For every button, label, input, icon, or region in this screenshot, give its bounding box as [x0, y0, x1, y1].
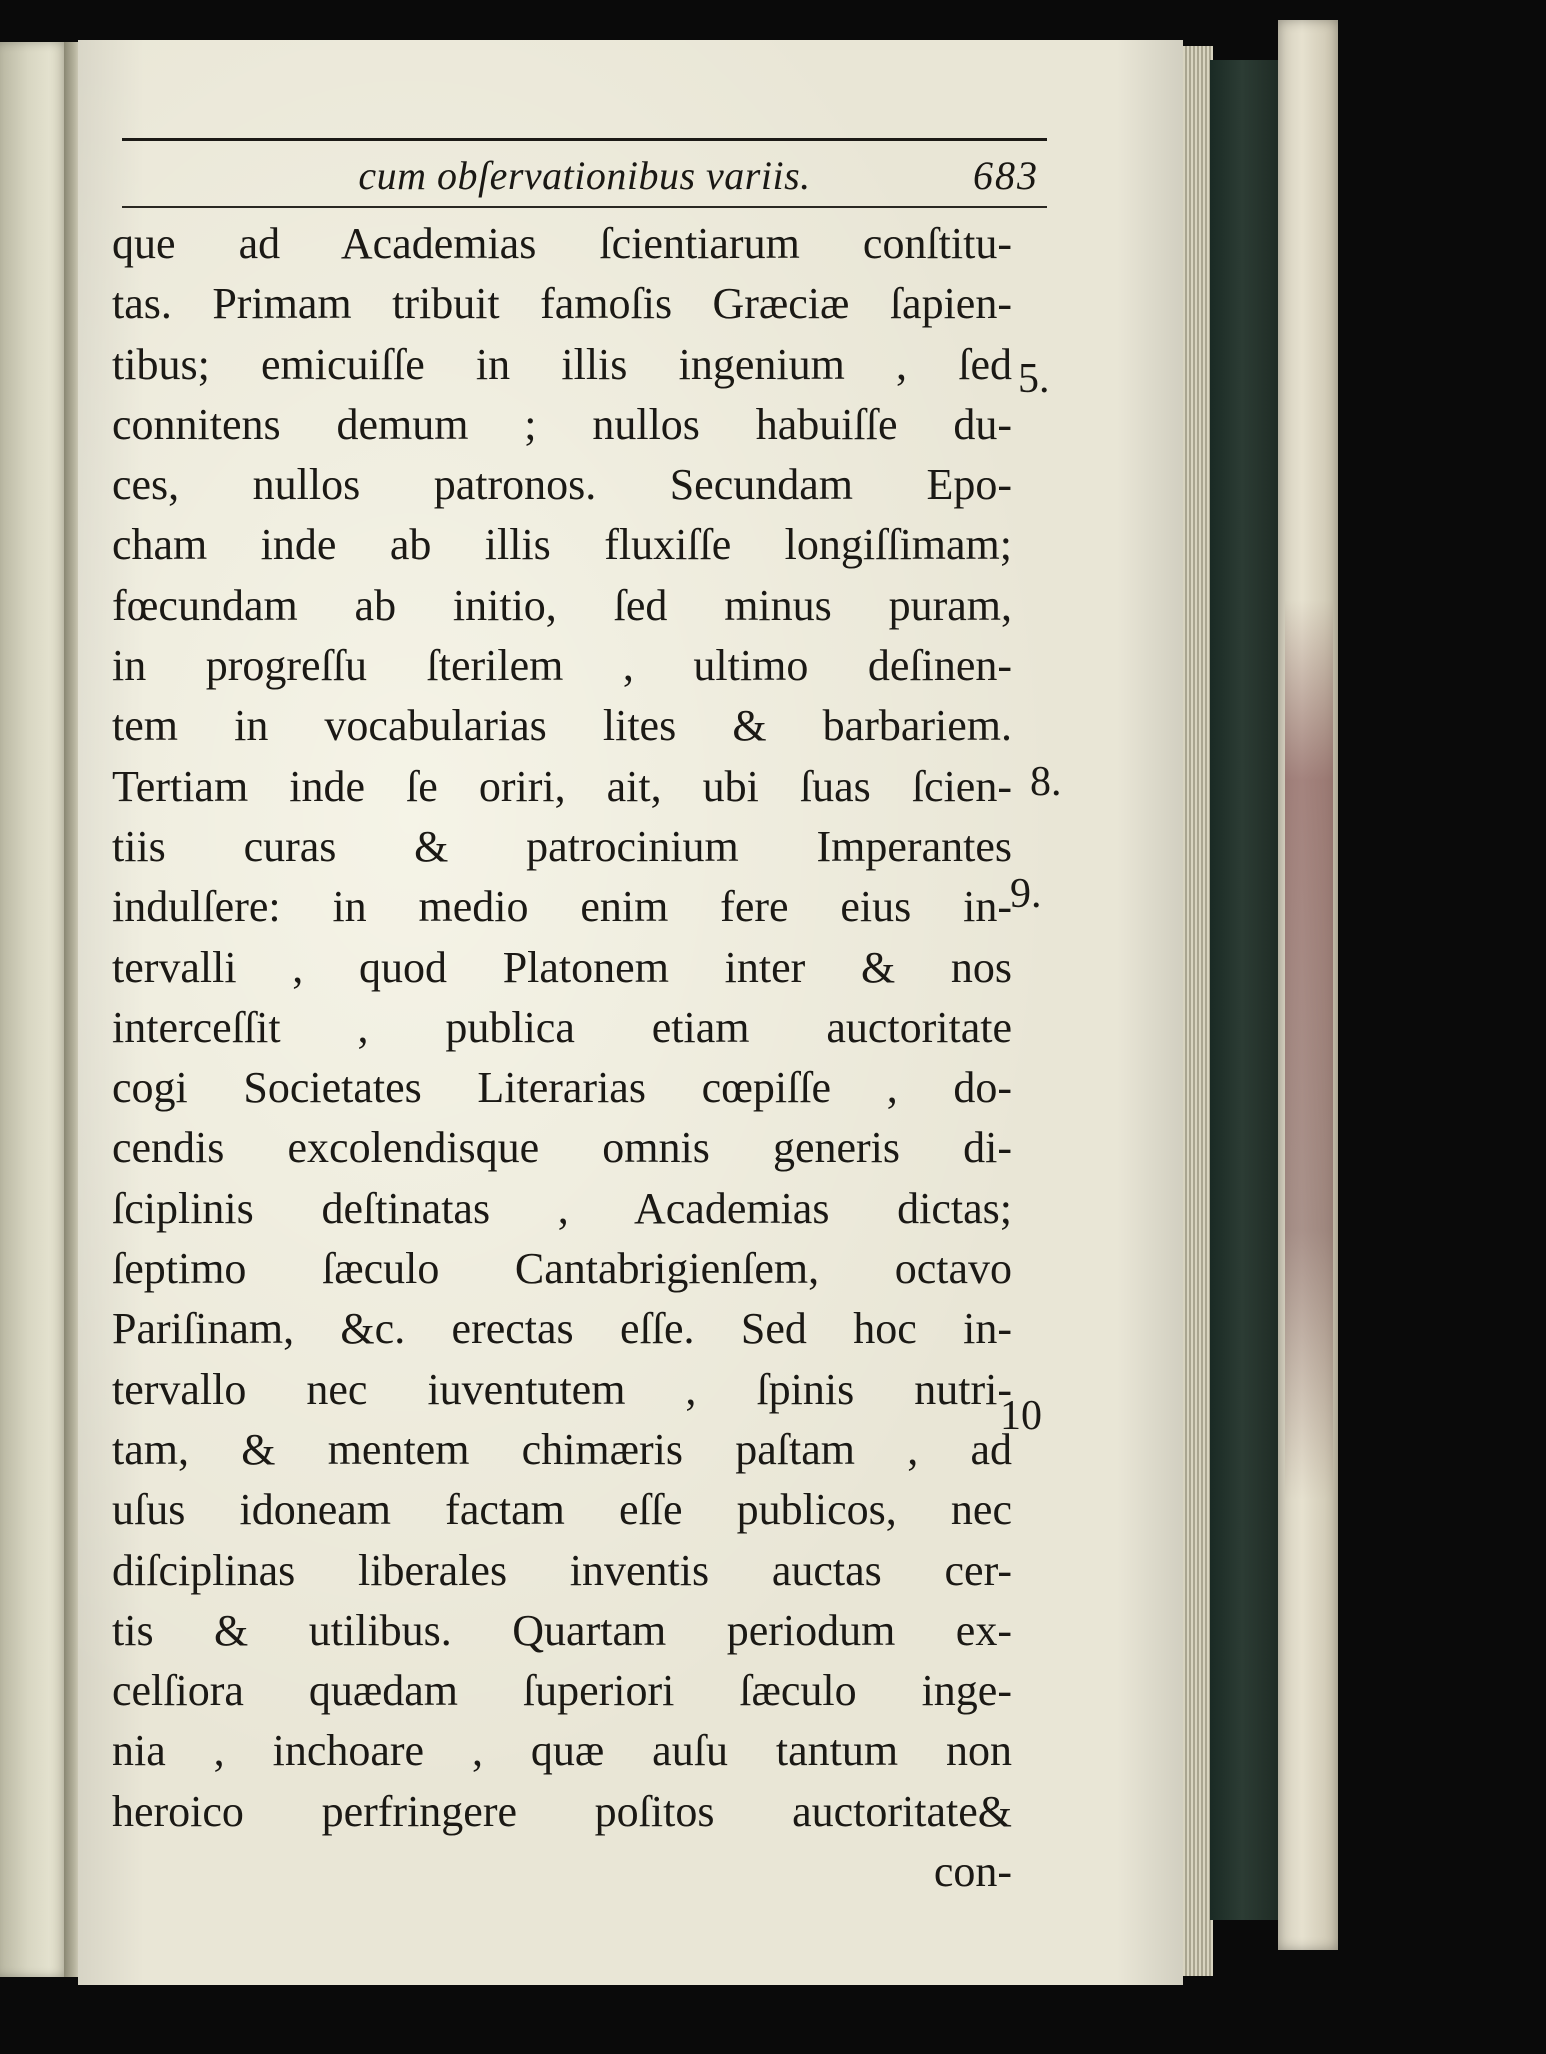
text-line: indulſere: in medio enim fere eius in-	[112, 882, 1012, 932]
margin-note: 8.	[1030, 759, 1062, 805]
text-line: tem in vocabularias lites & barbariem.	[112, 701, 1012, 751]
previous-page-edge	[0, 42, 70, 1977]
text-line: tervalli , quod Platonem inter & nos	[112, 942, 1012, 992]
text-line: tibus; emicuiſſe in illis ingenium , ſed	[112, 339, 1012, 389]
text-line: cham inde ab illis fluxiſſe longiſſimam;	[112, 520, 1012, 570]
text-line: tis & utilibus. Quartam periodum ex-	[112, 1605, 1012, 1655]
text-line: que ad Academias ſcientiarum conſtitu-	[112, 219, 1012, 268]
text-line: uſus idoneam factam eſſe publicos, nec	[112, 1485, 1012, 1535]
header-rule-bottom	[122, 206, 1047, 208]
text-line: tas. Primam tribuit famoſis Græciæ ſapien-	[112, 279, 1012, 329]
text-line: Pariſinam, &c. erectas eſſe. Sed hoc in-	[112, 1304, 1012, 1354]
margin-note: 10	[1000, 1393, 1042, 1439]
text-line: ces, nullos patronos. Secundam Epo-	[112, 460, 1012, 510]
text-line: nia , inchoare , quæ auſu tantum non	[112, 1726, 1012, 1776]
board-stain	[1285, 600, 1333, 1500]
text-line: interceſſit , publica etiam auctoritate	[112, 1002, 1012, 1052]
text-line: fœcundam ab initio, ſed minus puram,	[112, 580, 1012, 630]
catchword: con-	[933, 1847, 1012, 1897]
text-line: heroico perfringere poſitos auctoritate&	[112, 1786, 1012, 1836]
text-line: in progreſſu ſterilem , ultimo deſinen-	[112, 641, 1012, 691]
text-line: celſiora quædam ſuperiori ſæculo inge-	[112, 1666, 1012, 1716]
text-line: tiis curas & patrocinium Imperantes	[112, 821, 1012, 871]
page-fore-edge	[1183, 46, 1213, 1976]
text-line: diſciplinas liberales inventis auctas cer-	[112, 1545, 1012, 1595]
margin-note: 5.	[1018, 356, 1050, 402]
text-line: Tertiam inde ſe oriri, ait, ubi ſuas ſcien-	[112, 761, 1012, 811]
text-line: tervallo nec iuventutem , ſpinis nutri-	[112, 1364, 1012, 1414]
page-number: 683	[973, 153, 1039, 198]
running-head	[122, 148, 1047, 200]
text-line: cogi Societates Literarias cœpiſſe , do-	[112, 1063, 1012, 1113]
text-line: tam, & mentem chimæris paſtam , ad	[112, 1424, 1012, 1474]
text-line: cendis excolendisque omnis generis di-	[112, 1123, 1012, 1173]
body-text	[112, 214, 1012, 1902]
running-head-title: cum obſervationibus variis.	[358, 153, 811, 198]
text-line: ſeptimo ſæculo Cantabrigienſem, octavo	[112, 1244, 1012, 1294]
text-line: connitens demum ; nullos habuiſſe du-	[112, 399, 1012, 449]
text-line: ſciplinis deſtinatas , Academias dictas;	[112, 1183, 1012, 1233]
header-rule-top	[122, 138, 1047, 141]
margin-note: 9.	[1010, 871, 1042, 917]
